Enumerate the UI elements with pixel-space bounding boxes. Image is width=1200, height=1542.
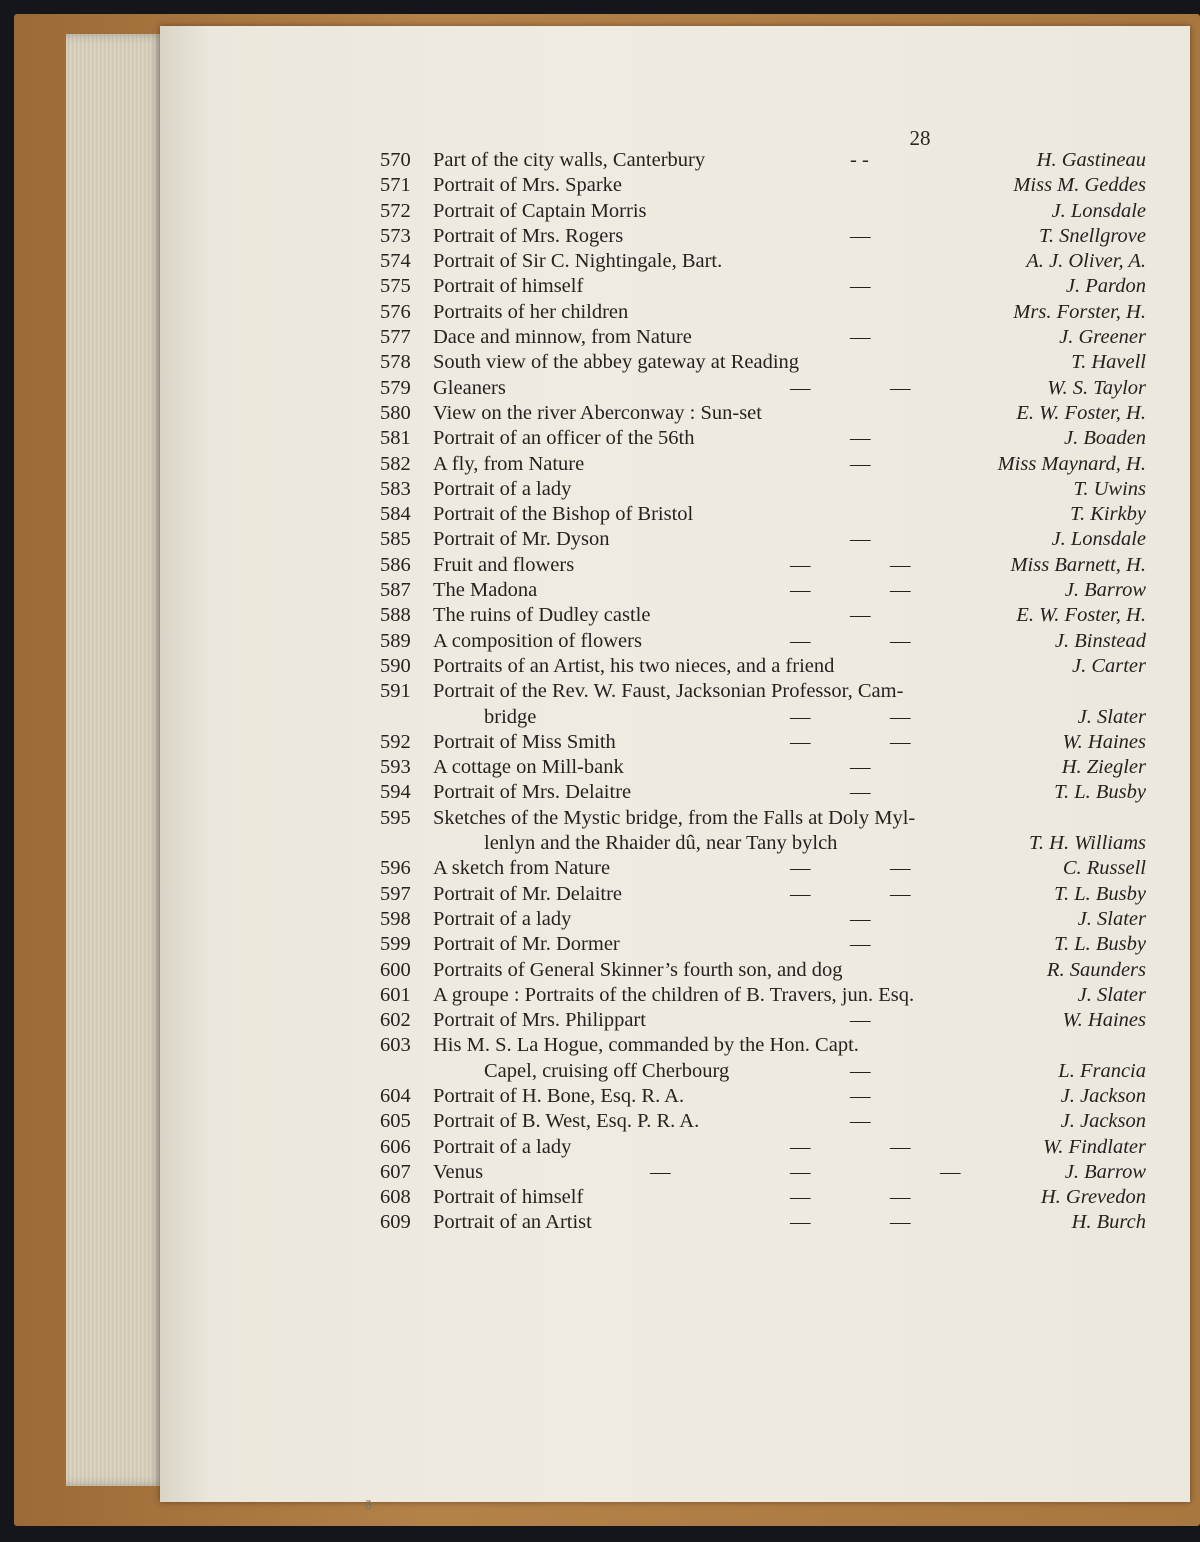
entry-line: [380, 224, 1146, 249]
entry-number: 606: [380, 1135, 411, 1158]
entry-title: Portraits of her children: [433, 300, 629, 323]
entry-number: 598: [380, 907, 411, 930]
leader-dash: —: [890, 1211, 911, 1234]
entry-line: [380, 654, 1146, 679]
page-number: 28: [909, 126, 931, 150]
leader-dash: —: [890, 376, 911, 399]
entry-artist: A. J. Oliver, A.: [1026, 250, 1146, 273]
leader-dash: —: [850, 528, 871, 551]
entry-title: Portrait of himself: [433, 1186, 584, 1209]
entry-artist: T. Havell: [1071, 351, 1146, 374]
catalogue-entry: [380, 350, 1146, 375]
catalogue-entry: [380, 780, 1146, 805]
entry-title: The Madona: [433, 579, 538, 602]
entry-number: 574: [380, 250, 411, 273]
entry-artist: J. Lonsdale: [1051, 199, 1146, 222]
entry-line: [380, 199, 1146, 224]
entry-number: 607: [380, 1160, 411, 1183]
entry-line: [380, 300, 1146, 325]
entry-number: 575: [380, 275, 411, 298]
entry-line: [380, 806, 1146, 831]
entry-artist: J. Greener: [1059, 326, 1146, 349]
entry-title: Portrait of the Rev. W. Faust, Jacksonian Professor, Cam-: [433, 680, 904, 703]
catalogue-entry: [380, 148, 1146, 173]
leader-dash: —: [790, 553, 811, 576]
entry-artist: E. W. Foster, H.: [1016, 401, 1146, 424]
leader-dash: —: [790, 705, 811, 728]
entry-number: 603: [380, 1034, 411, 1057]
entry-number: 583: [380, 477, 411, 500]
entry-artist: Mrs. Forster, H.: [1013, 300, 1146, 323]
leader-dash: —: [940, 1160, 961, 1183]
entry-title: A sketch from Nature: [433, 857, 611, 880]
entry-number: 596: [380, 857, 411, 880]
leader-dash: —: [790, 1211, 811, 1234]
entry-artist: Miss M. Geddes: [1013, 174, 1146, 197]
entry-title: Portrait of an Artist: [433, 1211, 592, 1234]
entry-continuation-line: [380, 705, 1146, 730]
entry-artist: R. Saunders: [1046, 958, 1146, 981]
entry-number: 600: [380, 958, 411, 981]
entry-artist: W. S. Taylor: [1047, 376, 1146, 399]
entry-line: [380, 401, 1146, 426]
entry-number: 587: [380, 579, 411, 602]
leader-dash: —: [790, 1135, 811, 1158]
leader-dash: —: [790, 882, 811, 905]
entry-artist: T. L. Busby: [1054, 781, 1146, 804]
entry-artist: C. Russell: [1062, 857, 1146, 880]
leader-dash: - -: [850, 149, 869, 171]
entry-line: [380, 502, 1146, 527]
leader-dash: —: [790, 1160, 811, 1183]
entry-line: [380, 426, 1146, 451]
catalogue-entry: [380, 882, 1146, 907]
entry-title: Portrait of B. West, Esq. P. R. A.: [433, 1110, 700, 1133]
entry-line: [380, 1185, 1146, 1210]
entry-line: [380, 578, 1146, 603]
leader-dash: —: [850, 933, 871, 956]
entry-number: 570: [380, 149, 411, 171]
entry-line: [380, 1033, 1146, 1058]
leader-dash: —: [890, 1186, 911, 1209]
footer-mark: ᵹ: [365, 1496, 372, 1510]
entry-title: Portrait of Mrs. Sparke: [433, 174, 623, 197]
entry-title-continuation: lenlyn and the Rhaider dû, near Tany bylch: [484, 832, 838, 855]
entry-artist: T. Uwins: [1073, 477, 1146, 500]
catalogue-entry: [380, 1185, 1146, 1210]
catalogue-entry: [380, 452, 1146, 477]
leader-dash: —: [850, 275, 871, 298]
entry-line: [380, 148, 1146, 173]
entry-number: 584: [380, 503, 411, 526]
entry-artist: H. Ziegler: [1061, 756, 1146, 779]
catalogue-entry: [380, 932, 1146, 957]
entry-artist: T. Kirkby: [1070, 503, 1146, 526]
entry-line: [380, 452, 1146, 477]
entry-artist: H. Gastineau: [1036, 149, 1146, 171]
entry-title: Gleaners: [433, 376, 506, 399]
entry-line: [380, 350, 1146, 375]
entry-continuation-line: [380, 1059, 1146, 1084]
entry-line: [380, 1008, 1146, 1033]
leader-dash: —: [850, 1084, 871, 1107]
entry-title: Portrait of Mrs. Delaitre: [433, 781, 632, 804]
entry-artist: W. Findlater: [1043, 1135, 1146, 1158]
entry-number: 602: [380, 1009, 411, 1032]
entry-title: Portrait of a lady: [433, 477, 572, 500]
entry-line: [380, 629, 1146, 654]
entry-title: A composition of flowers: [433, 629, 642, 652]
catalogue-entry: [380, 1135, 1146, 1160]
catalogue-entry: [380, 173, 1146, 198]
leader-dash: —: [850, 1110, 871, 1133]
entry-number: 595: [380, 806, 411, 829]
catalogue-entry: [380, 730, 1146, 755]
entry-artist: J. Pardon: [1065, 275, 1146, 298]
entry-line: [380, 1084, 1146, 1109]
entry-line: [380, 477, 1146, 502]
entry-artist: T. L. Busby: [1054, 933, 1146, 956]
entry-title: Portraits of an Artist, his two nieces, and a friend: [433, 654, 835, 677]
entry-artist: W. Haines: [1062, 1009, 1146, 1032]
catalogue-entry: [380, 426, 1146, 451]
entry-artist: J. Lonsdale: [1051, 528, 1146, 551]
entry-number: 608: [380, 1186, 411, 1209]
entry-artist: J. Binstead: [1054, 629, 1146, 652]
entry-line: [380, 755, 1146, 780]
entry-number: 585: [380, 528, 411, 551]
entry-artist: T. Snellgrove: [1038, 224, 1146, 247]
catalogue-entry: [380, 199, 1146, 224]
entry-number: 589: [380, 629, 411, 652]
catalogue-entry: [380, 1210, 1146, 1235]
catalogue-entry: [380, 401, 1146, 426]
entry-title: Part of the city walls, Canterbury: [433, 149, 706, 171]
catalogue-entry: [380, 629, 1146, 654]
entry-number: 590: [380, 654, 411, 677]
entry-title: A cottage on Mill-bank: [433, 756, 624, 779]
entry-number: 581: [380, 427, 411, 450]
entry-artist: Miss Maynard, H.: [997, 452, 1146, 475]
catalogue-entry: [380, 1109, 1146, 1134]
entry-number: 577: [380, 326, 411, 349]
entry-number: 573: [380, 224, 411, 247]
entry-artist: T. H. Williams: [1029, 832, 1146, 855]
catalogue-entry: [380, 679, 1146, 730]
catalogue-entry: [380, 477, 1146, 502]
entry-line: [380, 249, 1146, 274]
catalogue-entry: [380, 654, 1146, 679]
entry-title: Portrait of himself: [433, 275, 584, 298]
entry-number: 592: [380, 730, 411, 753]
entry-number: 601: [380, 983, 411, 1006]
entry-title: Dace and minnow, from Nature: [433, 326, 692, 349]
entry-number: 586: [380, 553, 411, 576]
entry-line: [380, 730, 1146, 755]
catalogue-entry: [380, 376, 1146, 401]
entry-line: [380, 856, 1146, 881]
entry-number: 591: [380, 680, 411, 703]
leader-dash: —: [790, 579, 811, 602]
entry-line: [380, 1109, 1146, 1134]
page-edges: [66, 34, 164, 1486]
entry-artist: J. Barrow: [1064, 579, 1146, 602]
catalogue-entry: [380, 274, 1146, 299]
entry-line: [380, 1210, 1146, 1235]
catalogue-entry: [380, 249, 1146, 274]
entry-number: 580: [380, 401, 411, 424]
entry-line: [380, 1160, 1146, 1185]
leader-dash: —: [850, 1009, 871, 1032]
catalogue-entry: [380, 983, 1146, 1008]
entry-number: 572: [380, 199, 411, 222]
entry-artist: J. Carter: [1071, 654, 1146, 677]
entry-title: Portraits of General Skinner’s fourth son, and dog: [433, 958, 843, 981]
entry-title: View on the river Aberconway : Sun-set: [433, 401, 762, 424]
entry-line: [380, 958, 1146, 983]
entry-number: 605: [380, 1110, 411, 1133]
leader-dash: —: [850, 604, 871, 627]
entry-artist: J. Jackson: [1060, 1084, 1146, 1107]
entry-title: Portrait of Mrs. Philippart: [433, 1009, 646, 1032]
entry-number: 597: [380, 882, 411, 905]
entry-title: His M. S. La Hogue, commanded by the Hon. Capt.: [433, 1034, 859, 1057]
entry-artist: L. Francia: [1058, 1059, 1146, 1082]
entry-number: 594: [380, 781, 411, 804]
entry-title: Sketches of the Mystic bridge, from the Falls at Doly Myl-: [433, 806, 916, 829]
leader-dash: —: [890, 629, 911, 652]
entry-number: 576: [380, 300, 411, 323]
catalogue-entry: [380, 806, 1146, 857]
entry-number: 609: [380, 1211, 411, 1234]
entry-artist: J. Slater: [1077, 907, 1146, 930]
entry-artist: J. Slater: [1077, 705, 1146, 728]
leader-dash: —: [890, 882, 911, 905]
entry-title: A fly, from Nature: [433, 452, 585, 475]
entry-artist: J. Slater: [1077, 983, 1146, 1006]
catalogue-entry: [380, 958, 1146, 983]
entry-title: Portrait of Sir C. Nightingale, Bart.: [433, 250, 723, 273]
leader-dash: —: [650, 1160, 671, 1183]
entry-artist: J. Jackson: [1060, 1110, 1146, 1133]
catalogue-entry: [380, 527, 1146, 552]
leader-dash: —: [890, 579, 911, 602]
entry-continuation-line: [380, 831, 1146, 856]
entry-number: 604: [380, 1084, 411, 1107]
entry-line: [380, 274, 1146, 299]
catalogue-entry: [380, 1008, 1146, 1033]
catalogue-entry: [380, 856, 1146, 881]
entry-number: 571: [380, 174, 411, 197]
entry-title: Portrait of Mrs. Rogers: [433, 224, 624, 247]
leader-dash: —: [890, 553, 911, 576]
entry-line: [380, 983, 1146, 1008]
leader-dash: —: [790, 376, 811, 399]
entry-number: 578: [380, 351, 411, 374]
leader-dash: —: [790, 1186, 811, 1209]
leader-dash: —: [890, 857, 911, 880]
exhibition-catalogue-list: [380, 148, 1146, 1236]
leader-dash: —: [850, 326, 871, 349]
catalogue-entry: [380, 1160, 1146, 1185]
entry-title: Portrait of Mr. Dormer: [433, 933, 620, 956]
entry-artist: T. L. Busby: [1054, 882, 1146, 905]
catalogue-entry: [380, 907, 1146, 932]
catalogue-entry: [380, 603, 1146, 628]
entry-number: 593: [380, 756, 411, 779]
entry-artist: E. W. Foster, H.: [1016, 604, 1146, 627]
leader-dash: —: [850, 781, 871, 804]
leader-dash: —: [890, 1135, 911, 1158]
leader-dash: —: [790, 857, 811, 880]
leader-dash: —: [850, 224, 871, 247]
catalogue-entry: [380, 224, 1146, 249]
entry-title-continuation: bridge: [484, 705, 537, 728]
entry-line: [380, 780, 1146, 805]
entry-title: Portrait of Captain Morris: [433, 199, 647, 222]
entry-line: [380, 907, 1146, 932]
leader-dash: —: [850, 1059, 871, 1082]
entry-line: [380, 603, 1146, 628]
catalogue-entry: [380, 1084, 1146, 1109]
catalogue-entry: [380, 502, 1146, 527]
entry-title: Portrait of Miss Smith: [433, 730, 616, 753]
entry-artist: H. Grevedon: [1040, 1186, 1146, 1209]
catalogue-entry: [380, 300, 1146, 325]
leader-dash: —: [890, 705, 911, 728]
leader-dash: —: [850, 756, 871, 779]
entry-title: Venus: [433, 1160, 484, 1183]
entry-artist: W. Haines: [1062, 730, 1146, 753]
entry-number: 582: [380, 452, 411, 475]
entry-artist: J. Barrow: [1064, 1160, 1146, 1183]
entry-title: A groupe : Portraits of the children of B. Travers, jun. Esq.: [433, 983, 915, 1006]
entry-title: Portrait of an officer of the 56th: [433, 427, 695, 450]
catalogue-entry: [380, 1033, 1146, 1084]
entry-line: [380, 173, 1146, 198]
leader-dash: —: [850, 907, 871, 930]
leader-dash: —: [790, 629, 811, 652]
leader-dash: —: [850, 452, 871, 475]
entry-artist: Miss Barnett, H.: [1010, 553, 1146, 576]
entry-artist: H. Burch: [1071, 1211, 1146, 1234]
leader-dash: —: [790, 730, 811, 753]
entry-title: Portrait of a lady: [433, 1135, 572, 1158]
catalogue-entry: [380, 553, 1146, 578]
entry-line: [380, 679, 1146, 704]
entry-title: Fruit and flowers: [433, 553, 575, 576]
entry-line: [380, 527, 1146, 552]
catalogue-entry: [380, 325, 1146, 350]
entry-title: Portrait of Mr. Dyson: [433, 528, 610, 551]
entry-artist: J. Boaden: [1064, 427, 1146, 450]
entry-title: South view of the abbey gateway at Reading: [433, 351, 800, 374]
entry-line: [380, 553, 1146, 578]
entry-title: Portrait of H. Bone, Esq. R. A.: [433, 1084, 685, 1107]
entry-line: [380, 325, 1146, 350]
catalogue-entry: [380, 755, 1146, 780]
entry-number: 599: [380, 933, 411, 956]
entry-title: Portrait of the Bishop of Bristol: [433, 503, 694, 526]
entry-line: [380, 1135, 1146, 1160]
entry-line: [380, 376, 1146, 401]
entry-title: Portrait of Mr. Delaitre: [433, 882, 623, 905]
entry-line: [380, 932, 1146, 957]
leader-dash: —: [850, 427, 871, 450]
entry-title-continuation: Capel, cruising off Cherbourg: [484, 1059, 730, 1082]
entry-title: The ruins of Dudley castle: [433, 604, 651, 627]
entry-number: 588: [380, 604, 411, 627]
entry-number: 579: [380, 376, 411, 399]
entry-title: Portrait of a lady: [433, 907, 572, 930]
entry-line: [380, 882, 1146, 907]
leader-dash: —: [890, 730, 911, 753]
catalogue-entry: [380, 578, 1146, 603]
